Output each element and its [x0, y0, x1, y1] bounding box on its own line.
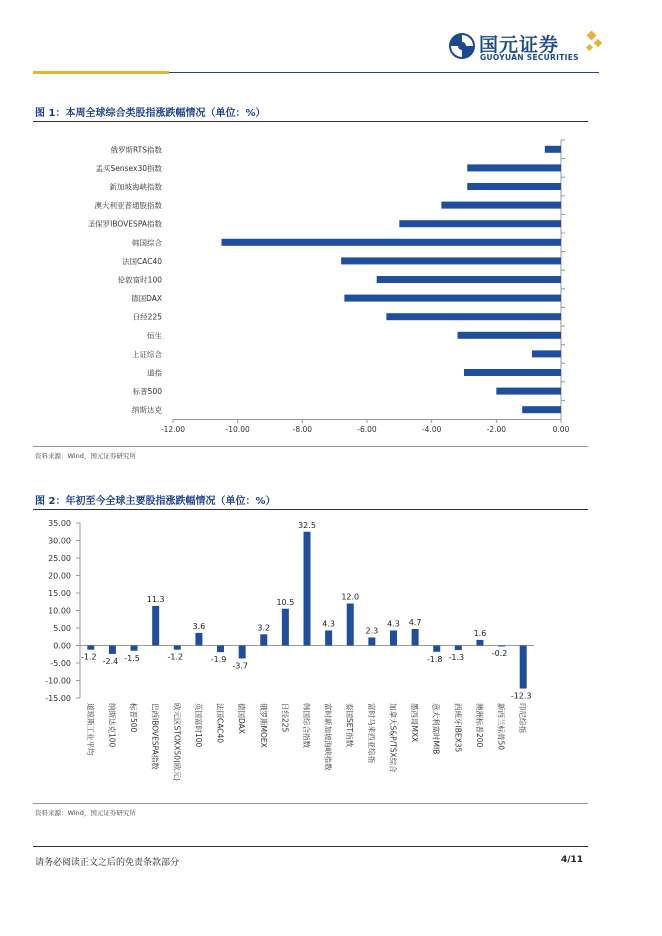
figure2-title: 图 2：年初至今全球主要股指涨跌幅情况（单位：%） [35, 496, 276, 507]
chart1-category-label: 纳斯达克 [132, 405, 162, 415]
chart2-bar [476, 640, 483, 646]
chart1-category-label: 澳大利亚普通股指数 [94, 201, 162, 211]
chart2-data-label: -1.5 [124, 653, 140, 663]
chart2-bar [217, 646, 224, 653]
chart2-category-label: 道琼斯工业平均 [85, 703, 95, 756]
chart1-category-label: 德国DAX [131, 294, 162, 304]
chart1-bar [458, 332, 561, 339]
chart2-bar [152, 606, 159, 646]
chart2-category-label: 印尼综指 [518, 703, 528, 733]
chart2-data-label: 1.6 [473, 628, 487, 638]
chart1-bar [467, 183, 561, 190]
chart2-category-label: 欧元区STOXX50(欧元) [172, 703, 182, 781]
chart1-category-label: 上证综合 [132, 349, 162, 359]
chart2-bar [282, 609, 289, 646]
chart1-bar [441, 202, 561, 209]
chart2-bar [239, 646, 246, 659]
chart2-data-label: 32.5 [298, 520, 316, 530]
chart1-x-tick-label: 0.00 [552, 425, 570, 434]
chart1-bar [386, 313, 561, 320]
chart1-x-tick-label: -4.00 [421, 425, 442, 434]
footer-disclaimer: 请务必阅读正文之后的免责条款部分 [35, 858, 180, 868]
chart2-y-tick-label: 35.00 [48, 519, 71, 528]
figure1-chart [0, 125, 662, 455]
chart1-bar [222, 239, 562, 246]
chart1-category-label: 俄罗斯RTS指数 [110, 145, 162, 155]
chart2-y-tick-label: -5.00 [50, 659, 71, 668]
chart2-bar [131, 646, 138, 651]
chart1-bar [344, 295, 561, 302]
chart2-data-label: 10.5 [276, 597, 295, 607]
chart2-y-tick-label: 0.00 [53, 641, 71, 651]
company-name-en: GUOYUAN SECURITIES [480, 53, 579, 62]
chart2-y-tick-label: 15.00 [48, 589, 71, 598]
chart1-category-label: 孟买Sensex30指数 [95, 163, 162, 173]
chart1-bar [522, 406, 561, 413]
chart1-category-label: 恒生 [147, 331, 162, 341]
chart2-category-label: 西班牙IBEX35 [453, 703, 463, 753]
chart2-category-label: 富时新加坡海峡指数 [323, 703, 333, 771]
chart2-bar [390, 630, 397, 645]
chart2-bar [455, 646, 462, 651]
chart2-data-label: 12.0 [341, 592, 360, 602]
chart1-category-label: 圣保罗IBOVESPA指数 [87, 219, 162, 229]
chart2-category-label: 澳洲标普200 [474, 703, 484, 748]
chart2-y-tick-label: 25.00 [48, 554, 71, 563]
chart2-category-label: 墨西哥MXX [410, 703, 420, 743]
chart2-category-label: 法国CAC40 [215, 703, 225, 744]
chart2-data-label: -1.2 [81, 652, 97, 662]
chart2-category-label: 巴西IBOVESPA指数 [150, 703, 160, 770]
chart1-bar [399, 220, 561, 227]
chart2-data-label: -2.4 [102, 656, 119, 666]
chart2-data-label: 4.3 [322, 619, 335, 629]
figure2-bottom-rule [33, 803, 588, 804]
chart2-data-label: 3.2 [257, 623, 271, 633]
chart1-bar [496, 388, 561, 395]
chart2-bar [368, 637, 375, 645]
figure1-bottom-rule [33, 446, 588, 447]
chart2-category-label: 新西兰标普50 [496, 703, 506, 751]
chart1-category-label: 伦敦富时100 [117, 275, 162, 285]
chart1-category-label: 韩国综合 [132, 238, 162, 248]
chart2-bar [109, 646, 116, 654]
chart1-bar [464, 369, 561, 376]
chart1-category-label: 新加坡海峡指数 [109, 182, 162, 192]
chart1-x-tick-label: -12.00 [160, 425, 186, 434]
chart2-data-label: -1.3 [448, 653, 465, 663]
figure2-chart [0, 510, 662, 805]
figure1-title: 图 1：本周全球综合类股指涨跌幅情况（单位：%） [35, 108, 266, 119]
chart2-bar [260, 634, 267, 645]
chart2-bar [87, 646, 94, 650]
chart2-data-label: -1.9 [210, 655, 227, 665]
chart1-bar [467, 164, 561, 171]
chart2-data-label: 4.3 [387, 619, 400, 629]
chart2-y-tick-label: 30.00 [48, 536, 71, 546]
header-rule [169, 72, 599, 73]
chart1-bar [545, 146, 561, 153]
chart1-category-label: 日经225 [132, 312, 162, 322]
chart1-x-tick-label: -10.00 [225, 425, 250, 434]
chart2-category-label: 标普500 [129, 703, 139, 733]
chart2-bar [498, 646, 505, 647]
company-name-cn: 国元证券 [479, 34, 560, 56]
chart2-y-tick-label: 20.00 [48, 571, 71, 581]
chart2-data-label: -12.3 [510, 691, 532, 701]
chart2-y-tick-label: -15.00 [45, 694, 71, 703]
chart2-y-tick-label: 5.00 [53, 624, 71, 633]
chart2-y-tick-label: 10.00 [48, 606, 71, 616]
chart1-category-label: 法国CAC40 [121, 256, 162, 266]
chart2-category-label: 日经225 [280, 703, 290, 733]
chart2-data-label: -0.2 [491, 649, 508, 659]
chart2-data-label: 11.3 [146, 594, 165, 604]
chart1-x-tick-label: -8.00 [292, 425, 313, 434]
chart1-category-label: 道指 [147, 368, 162, 378]
figure2-source: 资料来源：Wind，国元证券研究所 [35, 809, 136, 817]
chart2-data-label: -3.7 [232, 661, 248, 671]
chart2-bar [412, 629, 419, 645]
chart2-category-label: 韩国综合指数 [302, 703, 311, 748]
chart1-bar [341, 257, 561, 264]
chart2-bar [304, 532, 311, 646]
footer-rule [33, 846, 588, 847]
chart2-category-label: 俄罗斯MOEX [258, 703, 268, 748]
chart2-category-label: 泰国SET指数 [345, 703, 355, 748]
chart2-category-label: 德国DAX [237, 703, 247, 734]
chart2-data-label: 3.6 [192, 621, 206, 631]
chart2-bar [347, 604, 354, 646]
chart2-category-label: 富时马来西亚综指 [366, 703, 376, 763]
header-accent-line [33, 71, 169, 74]
page-number: 4/11 [561, 855, 584, 865]
chart1-x-tick-label: -6.00 [357, 425, 377, 434]
chart1-category-label: 标普500 [132, 387, 162, 397]
chart2-category-label: 纳斯达克100 [107, 703, 117, 748]
chart2-bar [195, 633, 202, 646]
chart2-category-label: 加拿大S&P/TSX综合 [388, 703, 398, 773]
figure1-top-rule [33, 121, 588, 122]
chart2-category-label: 意大利富时MIB [431, 703, 441, 755]
chart2-bar [520, 646, 527, 689]
chart1-bar [532, 350, 561, 357]
chart2-data-label: 4.7 [408, 618, 422, 628]
chart2-bar [325, 630, 332, 645]
chart2-bar [433, 646, 440, 652]
chart1-bar [377, 276, 561, 283]
chart2-data-label: 2.3 [365, 626, 379, 636]
figure1-source: 资料来源：Wind，国元证券研究所 [35, 452, 136, 460]
chart1-x-tick-label: -2.00 [486, 425, 507, 434]
chart2-data-label: -1.8 [426, 654, 443, 664]
chart2-data-label: -1.2 [167, 652, 184, 662]
chart2-y-tick-label: -10.00 [45, 676, 71, 686]
chart2-category-label: 英国富时100 [193, 703, 203, 748]
chart2-bar [174, 646, 181, 650]
